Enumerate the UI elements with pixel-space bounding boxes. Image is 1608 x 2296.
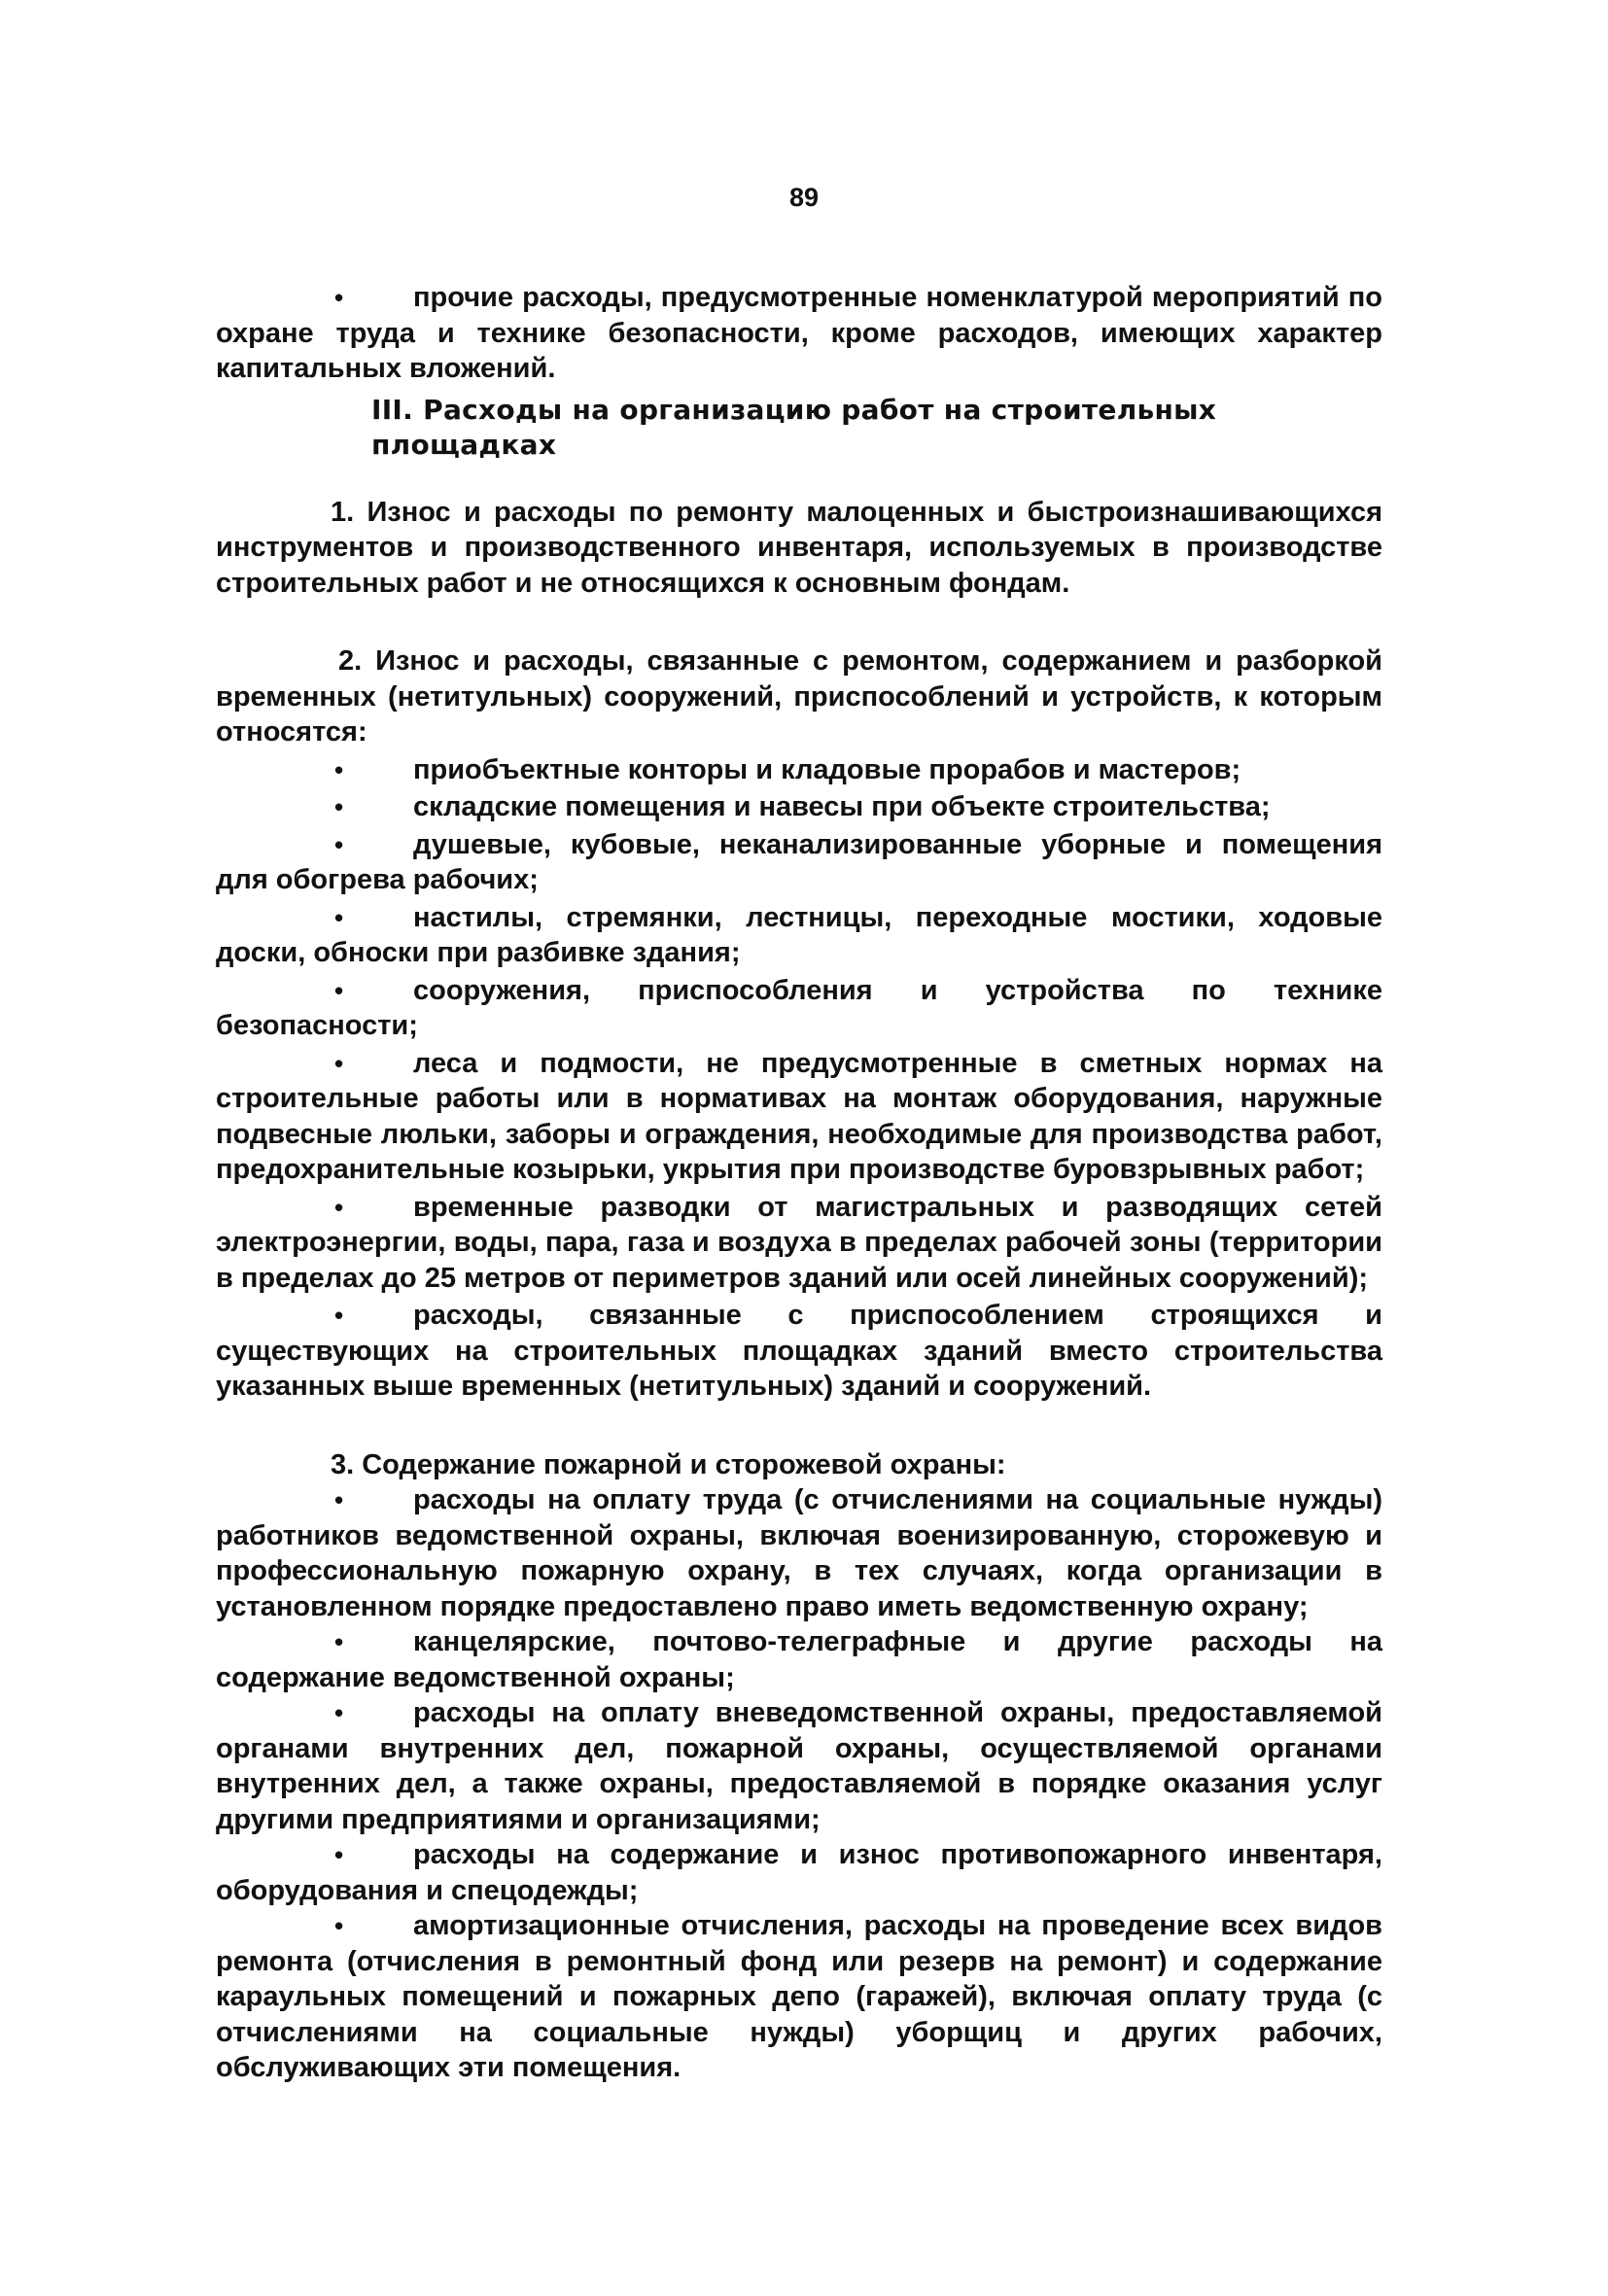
- section-heading: III. Расходы на организацию работ на строительных площадках: [371, 393, 1217, 461]
- item-3-bullet: • расходы на оплату вневедомственной охраны, предоставляемой органами внутренних дел, пожарной охраны, осуществляемой органами внутренних дел, а также охраны, предоставляемой в порядке оказания услуг другими предприятиями и организациями;: [216, 1695, 1382, 1837]
- item-3-bullet: • канцелярские, почтово-телеграфные и другие расходы на содержание ведомственной охраны;: [216, 1624, 1382, 1695]
- page-content: [216, 280, 1382, 2086]
- item-2-bullet: • складские помещения и навесы при объекте строительства;: [216, 789, 1382, 825]
- item-1-paragraph: 1. Износ и расходы по ремонту малоценных и быстроизнашивающихся инструментов и производственного инвентаря, используемых в производстве строительных работ и не относящихся к основным фондам.: [216, 496, 1382, 599]
- item-2-bullet: • настилы, стремянки, лестницы, переходные мостики, ходовые доски, обноски при разбивке здания;: [216, 900, 1382, 971]
- item-2-intro: 2. Износ и расходы, связанные с ремонтом, содержанием и разборкой временных (нетитульных) сооружений, приспособлений и устройств, к которым относятся:: [216, 645, 1382, 748]
- item-3-bullet: • расходы на оплату труда (с отчислениями на социальные нужды) работников ведомственной охраны, включая военизированную, сторожевую и профессиональную пожарную охрану, в тех случаях, когда организации в установленном порядке предоставлено право иметь ведомственную охрану;: [216, 1482, 1382, 1624]
- item-3-intro: 3. Содержание пожарной и сторожевой охраны:: [331, 1448, 1006, 1480]
- item-2-bullet: • душевые, кубовые, неканализированные уборные и помещения для обогрева рабочих;: [216, 827, 1382, 898]
- item-2-bullet: • временные разводки от магистральных и разводящих сетей электроэнергии, воды, пара, газа и воздуха в пределах рабочей зоны (территории в пределах до 25 метров от периметров зданий или осей линейных сооружений);: [216, 1190, 1382, 1297]
- item-3-bullet: • амортизационные отчисления, расходы на проведение всех видов ремонта (отчисления в ремонтный фонд или резерв на ремонт) и содержание караульных помещений и пожарных депо (гаражей), включая оплату труда (с отчислениями на социальные нужды) уборщиц и других рабочих, обслуживающих эти помещения.: [216, 1908, 1382, 2086]
- item-2-bullet: • леса и подмости, не предусмотренные в сметных нормах на строительные работы или в нормативах на монтаж оборудования, наружные подвесные люльки, заборы и ограждения, необходимые для производства работ, предохранительные козырьки, укрытия при производстве буровзрывных работ;: [216, 1046, 1382, 1188]
- page-number: 89: [788, 183, 820, 212]
- intro-bullet: • прочие расходы, предусмотренные номенклатурой мероприятий по охране труда и технике безопасности, кроме расходов, имеющих характер капитальных вложений.: [216, 280, 1382, 387]
- item-2-bullet: • расходы, связанные с приспособлением строящихся и существующих на строительных площадках зданий вместо строительства указанных выше временных (нетитульных) зданий и сооружений.: [216, 1298, 1382, 1405]
- item-2-bullet: • приобъектные конторы и кладовые прорабов и мастеров;: [216, 752, 1382, 788]
- item-2-bullet: • сооружения, приспособления и устройства по технике безопасности;: [216, 973, 1382, 1044]
- item-3-bullet: • расходы на содержание и износ противопожарного инвентаря, оборудования и спецодежды;: [216, 1837, 1382, 1908]
